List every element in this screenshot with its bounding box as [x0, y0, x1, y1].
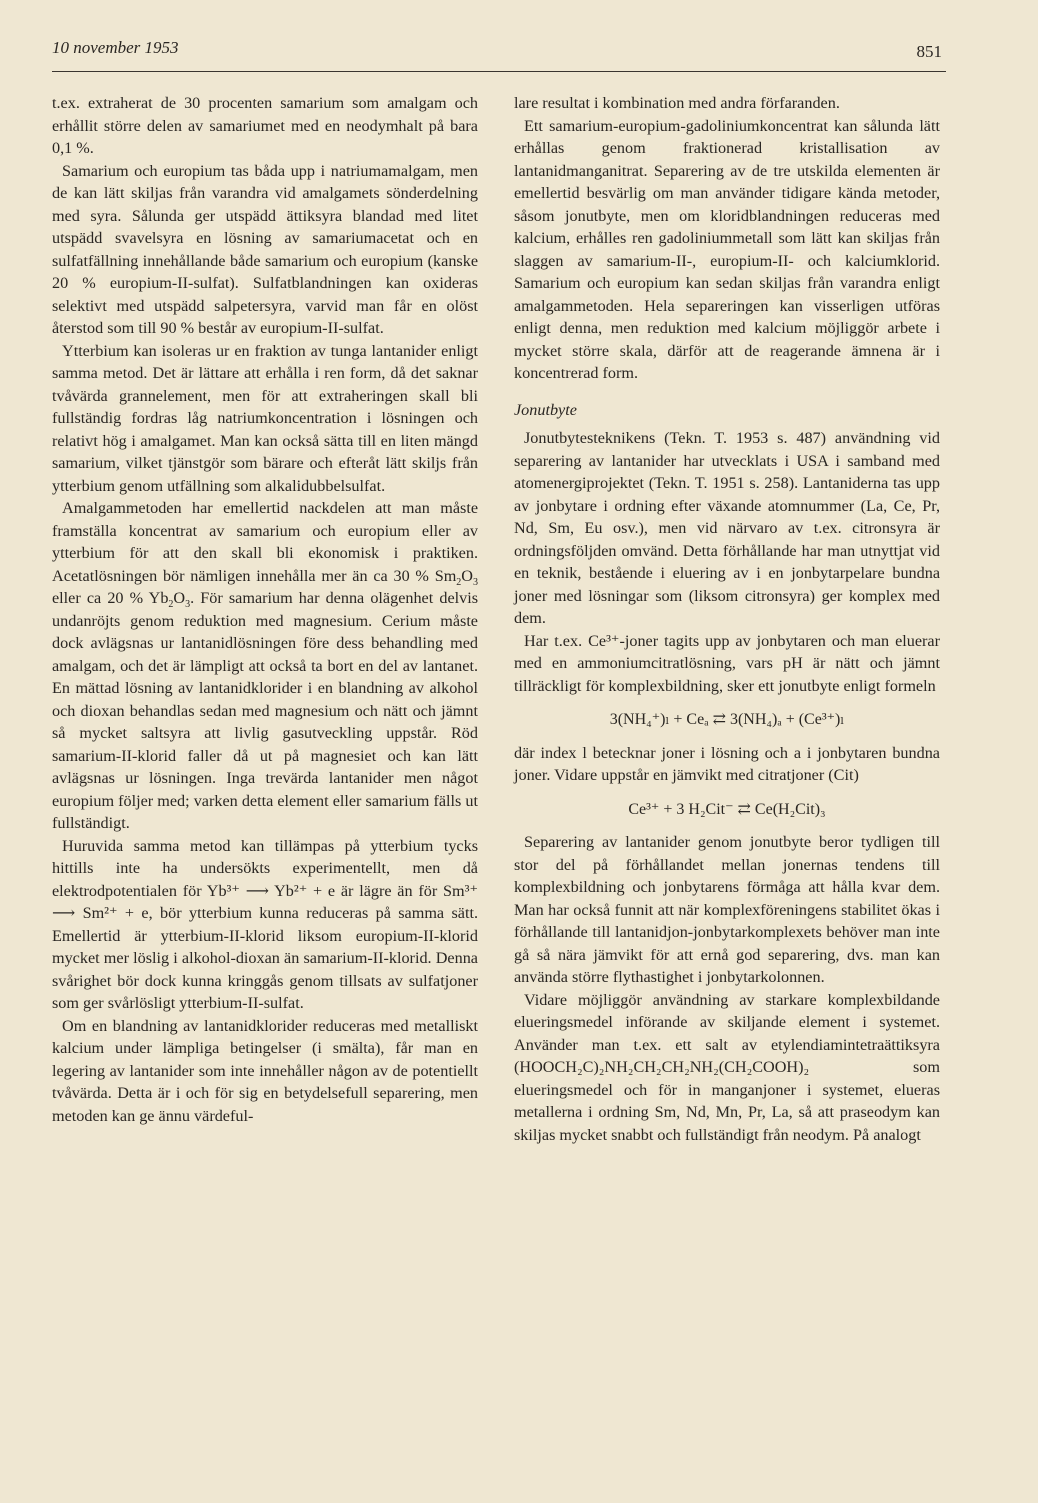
text-run: är lägre än för	[340, 881, 438, 900]
page-header	[52, 38, 942, 68]
left-column	[52, 92, 478, 1127]
text-run: eller ca 20 %	[52, 589, 144, 607]
reaction-yb: Yb³⁺ ⟶ Yb²⁺ + e	[206, 881, 336, 900]
formula-sm2o3	[434, 566, 478, 588]
paragraph	[52, 835, 478, 1015]
page-number: 851	[916, 42, 942, 61]
paragraph: Samarium och europium tas båda upp i natriumamalgam, men de kan lätt skiljas från varandra vid amalgamets sönderdelning med syra. Sålunda ger utspädd ättiksyra blandad med litet utspädd svavelsyra en lösning av samariumacetat och en sulfatfällning innehållande både samarium och europium (kanske 20 % europium-II-sulfat). Sulfatblandningen kan oxideras selektivt med utspädd salpetersyra, varvid man får en olöst återstod som till 90 % består av europium-II-sulfat.	[52, 161, 478, 337]
formula-ion-exchange: 3(NH₄⁺)ₗ + Ceₐ ⇄ 3(NH₄)ₐ + (Ce³⁺)ₗ	[609, 711, 845, 728]
formula-part: Sm	[434, 566, 457, 585]
reaction-sm: Sm³⁺ ⟶ Sm²⁺ + e,	[52, 881, 478, 922]
paragraph: Har t.ex. Ce³⁺-joner tagits upp av jonbytaren och man eluerar med en ammoniumcitratlösning, vars pH är nätt och jämnt tillräckligt för komplexbildning, sker ett jonutbyte enligt formeln	[514, 631, 940, 695]
text-run: Amalgammetoden har emellertid nackdelen att man måste framställa koncentrat av samarium och europium eller av ytterbium för att den skall bli ekonomisk i praktiken. Acetatlösningen bör nämligen innehålla mer än ca 30 %	[52, 499, 478, 585]
right-column	[514, 92, 940, 1146]
formula-part: O	[461, 566, 473, 585]
paragraph: lare resultat i kombination med andra förfaranden.	[514, 94, 840, 112]
formula-part: O	[173, 589, 186, 607]
paragraph: Separering av lantanider genom jonutbyte beror tydligen till stor del på förhållandet mellan jonernas tendens till komplexbildning och jonbytarens förmåga att hålla kvar dem. Man har också funnit att när komplexföreningens stabilitet ökas i förhållande till lantanidjon-jonbytarkomplexets behöver man inte gå så nära jämvikt för att ernå god separering, dvs. man kan använda större flythastighet i jonbytarkolonnen.	[514, 833, 940, 986]
paragraph: där index l betecknar joner i lösning och a i jonbytaren bundna joner. Vidare uppstår en jämvikt med citratjoner (Cit)	[514, 743, 940, 784]
formula-part: Yb	[148, 589, 169, 607]
paragraph: Om en blandning av lantanidklorider reduceras med metalliskt kalcium under lämpliga betingelser (i smälta), får man en legering av lantanider som inte innehåller någon av de potentiellt tvåvärda. Detta är i och för sig en betydelsefull separering, men metoden kan ge ännu värdeful-	[52, 1016, 478, 1125]
paragraph: Ett samarium-europium-gadoliniumkoncentrat kan sålunda lätt erhållas genom fraktionerad kristallisation av lantanidmanganitrat. Separering av de tre utskilda elementen är emellertid besvärlig om man använder tidigare kända metoder, såsom jonutbyte, men om kloridblandningen reduceras med kalcium, erhålles ren gadoliniummetall som lätt kan skiljas från slaggen av samarium-II-, europium-II- och kalciumklorid. Samarium och europium kan sedan skiljas från varandra enligt amalgammetoden. Hela separeringen kan visserligen utföras enligt denna, men reduktion med kalcium möjliggör arbete i mycket större skala, därför att de reagerande ämnena är i koncentrerad form.	[514, 116, 940, 382]
header-rule	[52, 71, 946, 72]
paragraph	[52, 497, 478, 835]
issue-date: 10 november 1953	[52, 38, 179, 57]
text-run: . För samarium har denna olägenhet delvis undanröjts genom reduktion med magnesium. Cerium måste dock avlägsnas ur lantanidlösningen före dess behandling med amalgam, och det är lämpligt att också ta bort en del av lantanet. En mättad lösning av lantanidklorider i en blandning av alkohol och dioxan behandlas sedan med magnesium och nätt och jämnt så mycket saltsyra att livlig gasutveckling uppstår. Röd samarium-II-klorid faller då ut på magnesiet och kan lätt avlägsnas ur lösningen. Inga trevärda lantanider men något europium följer med; varken detta element eller samarium fälls ut fullständigt.	[52, 589, 479, 832]
formula-yb2o3	[148, 589, 191, 611]
paragraph: Jonutbytesteknikens (Tekn. T. 1953 s. 487) användning vid separering av lantanider har utvecklats i USA i samband med atomenergiprojektet (Tekn. T. 1951 s. 258). Lantaniderna tas upp av jonbytare i ordning efter växande atomnummer (La, Ce, Pr, Nd, Sm, Eu osv.), men vid närvaro av t.ex. citronsyra är ordningsföljden omvänd. Detta förhållande har man utnyttjat vid en teknik, bestående i eluering av i en jonbytarpelare bundna joner med lösningar som (liksom citronsyra) ger komplex med dem.	[514, 429, 940, 627]
subscript: 3	[473, 576, 478, 588]
paragraph: t.ex. extraherat de 30 procenten samarium som amalgam och erhållit större delen av samariumet med en neodymhalt på bara 0,1 %.	[52, 94, 478, 157]
subscript: 2	[456, 576, 462, 588]
paragraph: Ytterbium kan isoleras ur en fraktion av tunga lantanider enligt samma metod. Det är lättare att erhålla i ren form, då det saknar tvåvärda grannelement, men för att extraheringen skall bli fullständig fordras låg natriumkoncentration i lösningen och relativt hög i amalgamet. Man kan också sätta till en liten mängd samarium, vilket tjänstgör som bärare och efteråt lätt skiljs från ytterbium genom utfällning som alkalidubbelsulfat.	[52, 341, 478, 495]
formula-citrate: Ce³⁺ + 3 H₂Cit⁻ ⇄ Ce(H₂Cit)₃	[628, 800, 826, 818]
section-heading: Jonutbyte	[514, 400, 577, 419]
text-run: Huruvida samma metod kan tillämpas på ytterbium tycks hittills inte ha undersökts experimentellt, men då elektrodpotentialen för	[52, 836, 478, 900]
paragraph: Vidare möjliggör användning av starkare komplexbildande elueringsmedel införande av skiljande element i systemet. Använder man t.ex. ett salt av etylendiamintetraättiksyra (HOOCH₂C)₂NH₂CH₂CH₂NH₂(CH₂COOH)₂ som elueringsmedel och för in manganjoner i systemet, elueras metallerna i ordning Sm, Nd, Mn, Pr, La, så att praseodym kan skiljas mycket snabbt och fullständigt från neodym. På analogt	[514, 990, 940, 1144]
subscript: 3	[185, 599, 191, 611]
subscript: 2	[168, 599, 174, 611]
text-run: bör ytterbium kunna reduceras på samma sätt. Emellertid är ytterbium-II-klorid liksom europium-II-klorid mycket mer löslig i alkohol-dioxan än samarium-II-klorid. Denna svårighet bör dock kunna kringgås genom tillsats av sulfatjoner som ger svårlösligt ytterbium-II-sulfat.	[52, 904, 479, 1012]
